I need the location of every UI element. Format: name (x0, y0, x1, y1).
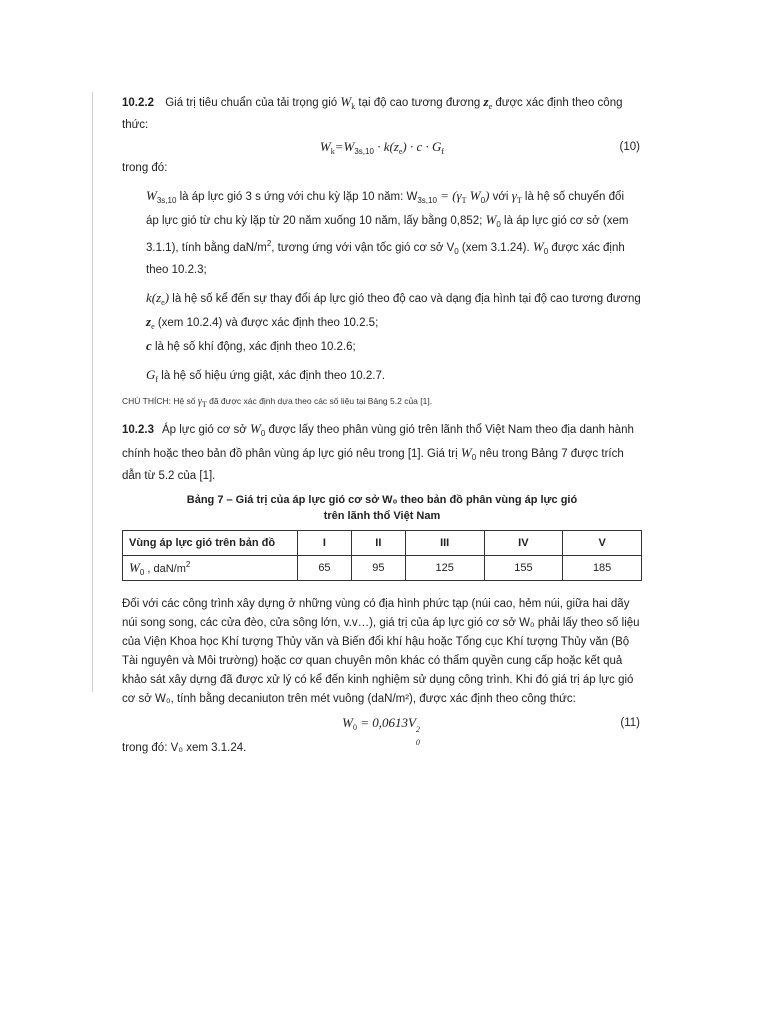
header-cell: I (298, 531, 352, 556)
clause-number: 10.2.3 (122, 424, 154, 436)
table-caption: Bảng 7 – Giá trị của áp lực gió cơ sở W₀ theo bản đồ phân vùng áp lực gió trên lãnh thổ Việt Nam (186, 494, 578, 522)
table-cell: 155 (484, 556, 563, 581)
clause-number: 10.2.2 (122, 97, 154, 109)
left-margin-rule (92, 92, 93, 692)
table-cell: 185 (563, 556, 642, 581)
formula-11: $W_0 = 0,0613V$ 2 0 (11) (122, 711, 642, 735)
where-label: trong đó: (122, 162, 168, 174)
table-row (123, 556, 642, 581)
header-cell: III (405, 531, 484, 556)
clause-10-2-2: 10.2.2 Giá trị tiêu chuẩn của tải trọng gió $W_k$ tại độ cao tương đương $z_e$ được xác định theo công thức: (122, 94, 623, 131)
definition-gf: $G_f$ là hệ số hiệu ứng giật, xác định theo 10.2.7. (146, 367, 386, 384)
definition-kze: $k(z_e)$ là hệ số kể đến sự thay đổi áp lực gió theo độ cao và dạng địa hình tại độ cao tương đương $z_e$ (xem 10.2.4) và được xác định theo 10.2.5; (146, 290, 641, 331)
header-cell: II (351, 531, 405, 556)
definition-list (146, 186, 642, 389)
where-v0: trong đó: V₀ xem 3.1.24. (122, 742, 247, 754)
equation-number: (10) (619, 141, 640, 153)
table-cell: 95 (351, 556, 405, 581)
table-cell: 125 (405, 556, 484, 581)
note: CHÚ THÍCH: Hệ số γT đã được xác định dựa theo các số liệu tại Bảng 5.2 của [1]. (122, 396, 433, 409)
row-label: $W_0$ , daN/$m^2$ (123, 556, 298, 581)
header-cell: Vùng áp lực gió trên bản đồ (123, 531, 298, 556)
equation-number: (11) (620, 717, 640, 729)
table-header-row (123, 531, 642, 556)
definition-w3s10: $W_{3s,10}$ là áp lực gió 3 s ứng với chu kỳ lặp 10 năm: $W_{3s,10} = (\gamma_T$ $W_0$) với $\gamma_T$ là hệ số chuyển đổi áp lực gió từ chu kỳ lặp từ 20 năm xuống 10 năm, lấy bằng 0,852; $W_0$ là áp lực gió cơ sở (xem 3.1.1), tính bằng daN/$m^2$, tương ứng với vận tốc gió cơ sở $V_0$ (xem 3.1.24). $W_0$ được xác định theo 10.2.3; (146, 188, 629, 276)
paragraph-complex-terrain: Đối với các công trình xây dựng ở những vùng có địa hình phức tạp (núi cao, hẻm núi, giữa hai dãy núi song song, các cửa đèo, cửa sông lớn, v.v…), giá trị của áp lực gió cơ sở W₀ phải lấy theo số liệu của Viện Khoa học Khí tượng Thủy văn và Biến đổi khí hậu hoặc Tổng cục Khí tượng Thủy văn (Bộ Tài nguyên và Môi trường) hoặc cơ quan chuyên môn khác có thẩm quyền cung cấp hoặc kết quả khảo sát xây dựng đã được xử lý có kể đến kinh nghiệm sử dụng công trình. Khi đó giá trị áp lực gió cơ sở W₀, tính bằng decaniuton trên mét vuông (daN/m²), được xác định theo công thức: (122, 598, 640, 705)
document-page (122, 92, 642, 758)
header-cell: V (563, 531, 642, 556)
wind-pressure-table (122, 530, 642, 581)
clause-10-2-3: 10.2.3 Áp lực gió cơ sở $W_0$ được lấy theo phân vùng gió trên lãnh thổ Việt Nam theo địa danh hành chính hoặc theo bản đồ phân vùng áp lực gió nêu trong [1]. Giá trị $W_0$ nêu trong Bảng 7 được trích dẫn từ 5.2 của [1]. (122, 421, 634, 482)
definition-c: c là hệ số khí động, xác định theo 10.2.6; (146, 338, 356, 353)
header-cell: IV (484, 531, 563, 556)
table-cell: 65 (298, 556, 352, 581)
formula-10: $W_k=W_{3s,10} \cdot k(z_e) \cdot c \cdot G_f$ (10) (122, 135, 642, 159)
